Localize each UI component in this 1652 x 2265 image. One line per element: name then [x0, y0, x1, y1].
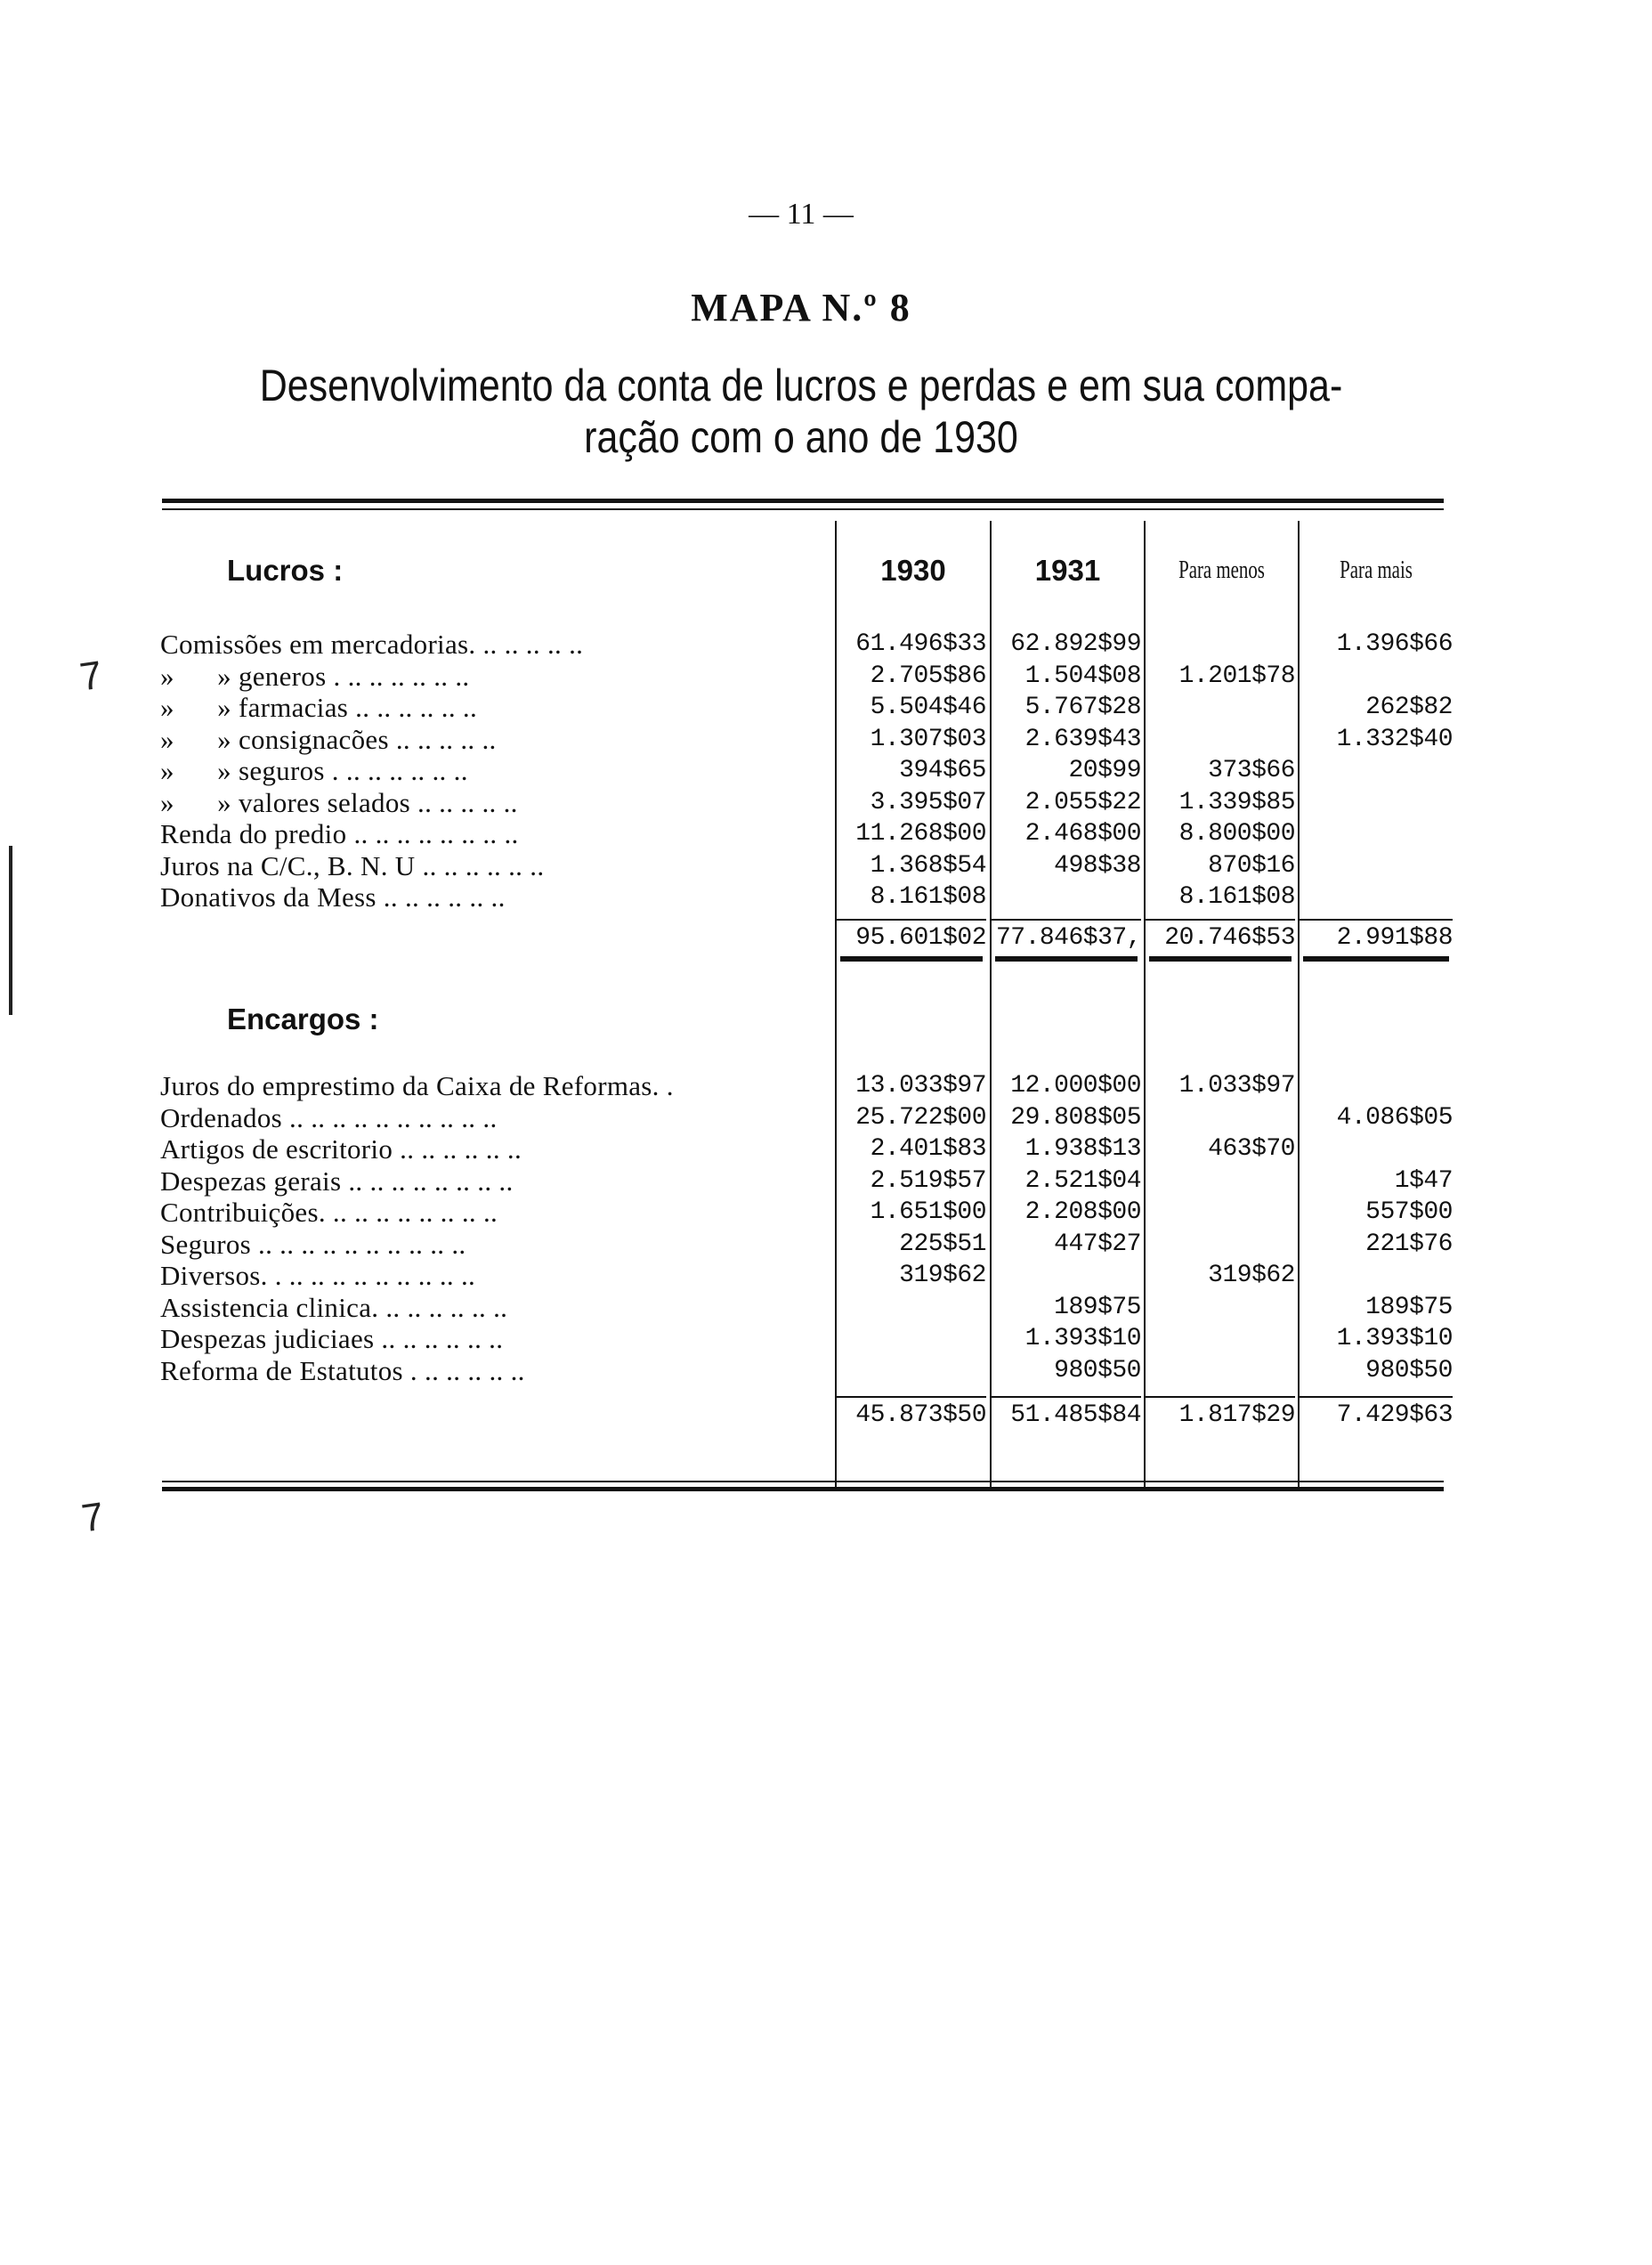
cell-menos: 1.201$78 — [1178, 662, 1295, 690]
total-rule-bottom — [1303, 956, 1449, 962]
subtitle-line-2: ração com o ano de 1930 — [584, 412, 1018, 462]
cell-v1930: 1.368$54 — [870, 851, 986, 880]
cell-v1930: 5.504$46 — [870, 694, 986, 721]
page-title: MAPA N.º 8 — [691, 286, 911, 329]
total-rule-top — [992, 1396, 1141, 1398]
cell-menos: 463$70 — [1208, 1135, 1295, 1163]
cell-mais: 1.332$40 — [1336, 725, 1453, 753]
row-label: Reforma de Estatutos . .. .. .. .. .. — [160, 1354, 525, 1386]
cell-v1931: 20$99 — [1068, 757, 1141, 784]
lucros-heading: Lucros : — [227, 554, 344, 587]
cell-v1931: 498$38 — [1054, 851, 1141, 880]
total-v1931: 51.485$84 — [1010, 1401, 1141, 1429]
row-label: Juros na C/C., B. N. U .. .. .. .. .. .. — [160, 849, 545, 881]
cell-v1931: 1.504$08 — [1024, 662, 1141, 690]
cell-menos: 373$66 — [1208, 757, 1295, 784]
cell-mais: 980$50 — [1365, 1356, 1453, 1384]
cell-menos: 8.800$00 — [1178, 820, 1295, 848]
row-label: Contribuições. .. .. .. .. .. .. .. .. — [160, 1197, 498, 1228]
row-label: Assistencia clinica. .. .. .. .. .. .. — [160, 1291, 508, 1323]
cell-v1930: 3.395$07 — [870, 788, 986, 816]
cell-mais: 221$76 — [1365, 1230, 1453, 1258]
cell-v1931: 5.767$28 — [1024, 694, 1141, 721]
cell-v1931: 29.808$05 — [1010, 1103, 1141, 1132]
total-rule-bottom — [840, 956, 983, 962]
col-header-1931: 1931 — [1034, 554, 1101, 587]
col-header-para-menos: Para menos — [1178, 556, 1265, 584]
row-label: Despezas gerais .. .. .. .. .. .. .. .. — [160, 1165, 514, 1197]
total-rule-bottom — [995, 956, 1138, 962]
cell-v1931: 447$27 — [1054, 1230, 1141, 1258]
cell-menos: 870$16 — [1208, 851, 1295, 880]
cell-v1930: 1.651$00 — [870, 1198, 986, 1226]
total-mais: 7.429$63 — [1336, 1401, 1453, 1429]
cell-v1931: 62.892$99 — [1010, 630, 1141, 658]
row-label: Ordenados .. .. .. .. .. .. .. .. .. .. — [160, 1101, 498, 1133]
cell-v1931: 2.055$22 — [1024, 788, 1141, 816]
col-header-para-mais: Para mais — [1340, 556, 1413, 584]
row-label: » » generos . .. .. .. .. .. .. — [160, 660, 470, 692]
row-label: Juros do emprestimo da Caixa de Reformas. . — [160, 1070, 674, 1101]
cell-v1930: 2.401$83 — [870, 1135, 986, 1163]
row-label: » » consignacões .. .. .. .. .. — [160, 723, 497, 755]
cell-menos: 319$62 — [1208, 1262, 1295, 1289]
cell-mais: 4.086$05 — [1336, 1103, 1453, 1132]
cell-v1930: 25.722$00 — [855, 1103, 986, 1132]
cell-mais: 1.393$10 — [1336, 1325, 1453, 1352]
cell-v1931: 2.468$00 — [1024, 820, 1141, 848]
cell-v1931: 2.521$04 — [1024, 1166, 1141, 1195]
cell-v1931: 980$50 — [1054, 1356, 1141, 1384]
total-rule-top — [1300, 1396, 1453, 1398]
cell-v1930: 11.268$00 — [855, 820, 986, 848]
total-v1930: 95.601$02 — [855, 924, 986, 952]
total-rule-top — [1300, 919, 1453, 921]
margin-pencil-mark: 7 — [78, 1494, 107, 1541]
total-rule-top — [1146, 1396, 1295, 1398]
encargos-heading: Encargos : — [227, 1003, 379, 1035]
cell-v1930: 319$62 — [899, 1262, 986, 1289]
row-label: Seguros .. .. .. .. .. .. .. .. .. .. — [160, 1228, 466, 1260]
total-mais: 2.991$88 — [1336, 924, 1453, 952]
cell-v1930: 2.705$86 — [870, 662, 986, 690]
cell-v1931: 1.393$10 — [1024, 1325, 1141, 1352]
row-label: Comissões em mercadorias. .. .. .. .. .. — [160, 629, 584, 660]
page-number: — 11 — — [749, 198, 854, 231]
row-label: » » valores selados .. .. .. .. .. — [160, 786, 518, 818]
total-v1930: 45.873$50 — [855, 1401, 986, 1429]
subtitle-line-1: Desenvolvimento da conta de lucros e perdas e em sua compa- — [259, 361, 1343, 410]
cell-v1931: 189$75 — [1054, 1293, 1141, 1321]
row-label: Diversos. . .. .. .. .. .. .. .. .. .. — [160, 1260, 476, 1291]
cell-menos: 8.161$08 — [1178, 883, 1295, 911]
total-menos: 1.817$29 — [1178, 1401, 1295, 1429]
row-label: » » seguros . .. .. .. .. .. .. — [160, 755, 468, 786]
total-v1931: 77.846$37, — [995, 924, 1141, 952]
row-label: Renda do predio .. .. .. .. .. .. .. .. — [160, 818, 519, 849]
total-rule-top — [837, 919, 986, 921]
binding-edge-mark — [9, 846, 12, 1015]
cell-v1931: 1.938$13 — [1024, 1135, 1141, 1163]
page-subtitle — [250, 360, 1352, 463]
cell-v1930: 8.161$08 — [870, 883, 986, 911]
cell-v1930: 1.307$03 — [870, 725, 986, 753]
row-label: Artigos de escritorio .. .. .. .. .. .. — [160, 1133, 522, 1165]
cell-mais: 557$00 — [1365, 1198, 1453, 1226]
cell-menos: 1.339$85 — [1178, 788, 1295, 816]
cell-v1930: 225$51 — [899, 1230, 986, 1258]
cell-menos: 1.033$97 — [1178, 1072, 1295, 1100]
row-label: Donativos da Mess .. .. .. .. .. .. — [160, 881, 506, 913]
cell-mais: 1$47 — [1394, 1166, 1453, 1195]
cell-v1930: 61.496$33 — [855, 630, 986, 658]
cell-v1931: 2.208$00 — [1024, 1198, 1141, 1226]
cell-mais: 189$75 — [1365, 1293, 1453, 1321]
col-header-1930: 1930 — [880, 554, 946, 587]
cell-v1931: 2.639$43 — [1024, 725, 1141, 753]
cell-mais: 262$82 — [1365, 694, 1453, 721]
row-label: » » farmacias .. .. .. .. .. .. — [160, 692, 478, 723]
row-label: Despezas judiciaes .. .. .. .. .. .. — [160, 1323, 504, 1354]
cell-v1930: 2.519$57 — [870, 1166, 986, 1195]
cell-mais: 1.396$66 — [1336, 630, 1453, 658]
cell-v1930: 394$65 — [899, 757, 986, 784]
total-rule-top — [1146, 919, 1295, 921]
cell-v1930: 13.033$97 — [855, 1072, 986, 1100]
total-menos: 20.746$53 — [1164, 924, 1295, 952]
total-rule-top — [992, 919, 1141, 921]
margin-pencil-mark: 7 — [77, 653, 105, 700]
total-rule-bottom — [1149, 956, 1292, 962]
cell-v1931: 12.000$00 — [1010, 1072, 1141, 1100]
total-rule-top — [837, 1396, 986, 1398]
